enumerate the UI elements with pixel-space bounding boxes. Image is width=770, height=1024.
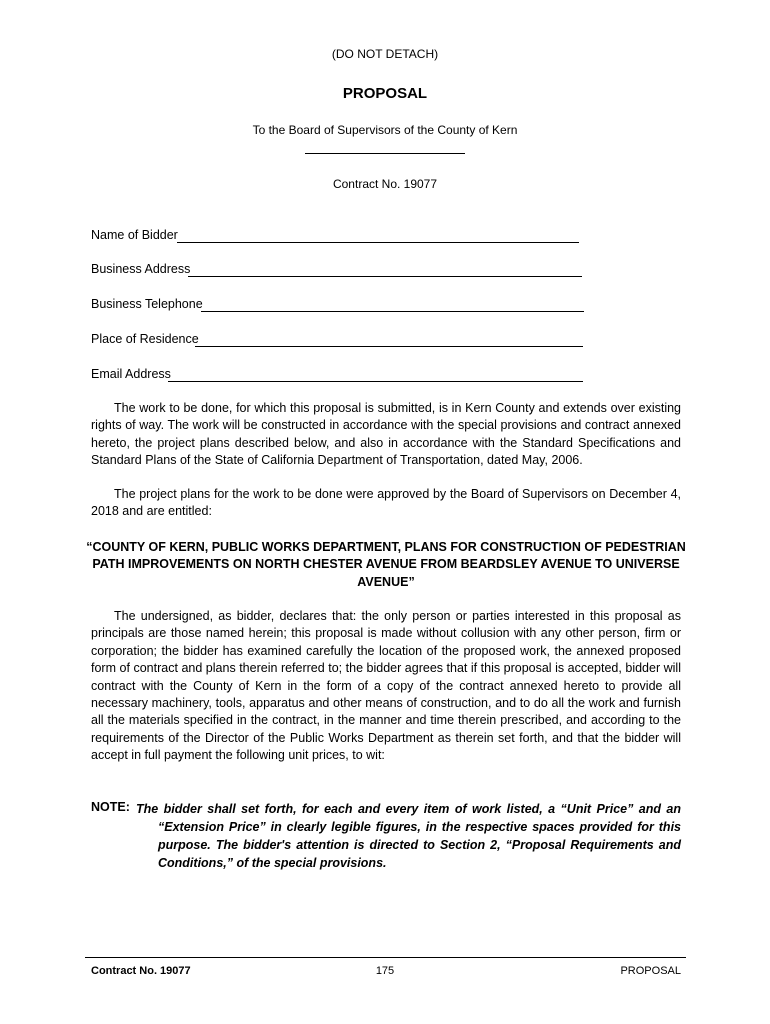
place-of-residence-label: Place of Residence [91,332,199,346]
business-telephone-label: Business Telephone [91,297,203,311]
business-address-field[interactable] [188,276,582,277]
plans-approval-paragraph: The project plans for the work to be done were approved by the Board of Supervisors on December 4, 2018 and are entitled: [91,487,681,519]
footer-page-number: 175 [375,965,395,977]
note-text: The bidder shall set forth, for each and every item of work listed, a “Unit Price” and an “Extension Price” in clearly legible figures, in the respective spaces provided for this purpose. The bidder's attention is directed to Section 2, “Proposal Requirements and Conditions,” of the special provisions. [136,802,681,870]
addressee-line: To the Board of Supervisors of the County of Kern [252,123,518,137]
place-of-residence-field[interactable] [195,346,583,347]
name-of-bidder-field[interactable] [177,242,579,243]
email-address-label: Email Address [91,367,171,381]
note-block [91,800,681,872]
detach-note: (DO NOT DETACH) [331,47,439,61]
project-title: “COUNTY OF KERN, PUBLIC WORKS DEPARTMENT, PLANS FOR CONSTRUCTION OF PEDESTRIAN PATH IMPROVEMENTS ON NORTH CHESTER AVENUE FROM BEARDSLEY AVENUE TO UNIVERSE AVENUE” [86,540,686,589]
name-of-bidder-label: Name of Bidder [91,228,178,242]
footer-divider [85,957,686,958]
business-telephone-field[interactable] [201,311,584,312]
email-address-field[interactable] [168,381,583,382]
work-description-paragraph: The work to be done, for which this proposal is submitted, is in Kern County and extends over existing rights of way. The work will be constructed in accordance with the special provisions and contract annexed hereto, the project plans described below, and also in accordance with the Standard Specifications and Standard Plans of the State of California Department of Transportation, dated May, 2006. [91,401,681,468]
bidder-declaration-paragraph: The undersigned, as bidder, declares that: the only person or parties interested in this proposal as principals are those named herein; this proposal is made without collusion with any other person, firm or corporation; the bidder has examined carefully the location of the proposed work, the annexed proposed form of contract and plans therein referred to; the bidder agrees that if this proposal is accepted, bidder will contract with the County of Kern in the form of a copy of the contract annexed hereto to provide all necessary machinery, tools, apparatus and other means of construction, and to do all the work and furnish all the materials specified in the contract, in the manner and time therein prescribed, and according to the requirements of the Director of the Public Works Department as therein set forth, and that the bidder will accept in full payment the following unit prices, to wit: [91,609,681,763]
addressee-underline [305,153,465,154]
contract-number-line: Contract No. 19077 [332,177,438,191]
footer-contract-number: Contract No. 19077 [91,965,191,977]
page-title: PROPOSAL [342,85,428,102]
footer-section-name: PROPOSAL [620,965,681,977]
business-address-label: Business Address [91,262,191,276]
note-label: NOTE: [91,800,130,814]
